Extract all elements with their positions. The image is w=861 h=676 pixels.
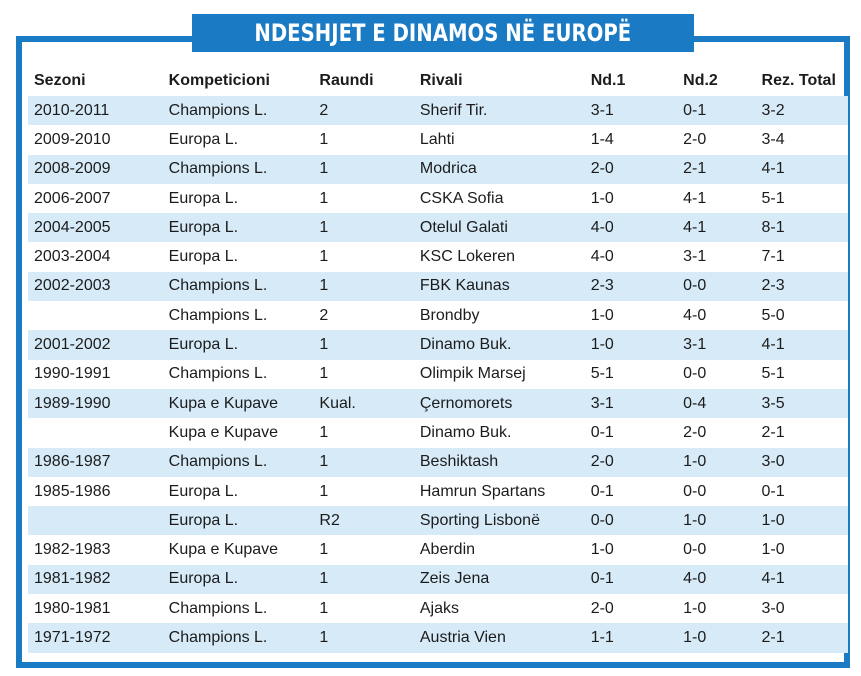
header-total: Rez. Total (761, 72, 836, 89)
cell-leg2: 1-0 (677, 623, 755, 652)
cell-total: 4-1 (756, 330, 848, 359)
table-row (28, 242, 848, 271)
cell-rival: Dinamo Buk. (414, 418, 585, 447)
table-row (28, 623, 848, 652)
cell-rival: Sporting Lisbonë (414, 506, 585, 535)
table-body (28, 96, 848, 653)
cell-rival: CSKA Sofia (414, 184, 585, 213)
cell-total: 0-1 (756, 477, 848, 506)
cell-season: 1971-1972 (28, 623, 163, 652)
cell-rival: Hamrun Spartans (414, 477, 585, 506)
cell-total: 3-0 (756, 448, 848, 477)
cell-leg2: 1-0 (677, 506, 755, 535)
cell-leg2: 0-0 (677, 272, 755, 301)
cell-competition: Champions L. (163, 272, 314, 301)
cell-competition: Europa L. (163, 565, 314, 594)
cell-leg1: 1-4 (585, 125, 677, 154)
cell-round: 1 (313, 623, 413, 652)
cell-leg1: 0-1 (585, 565, 677, 594)
cell-total: 8-1 (756, 213, 848, 242)
cell-leg1: 4-0 (585, 213, 677, 242)
cell-season (28, 506, 163, 535)
cell-competition: Champions L. (163, 96, 314, 125)
cell-total: 2-1 (756, 623, 848, 652)
cell-total: 1-0 (756, 535, 848, 564)
cell-round: 1 (313, 242, 413, 271)
cell-leg2: 0-0 (677, 360, 755, 389)
cell-round: R2 (313, 506, 413, 535)
table-row (28, 477, 848, 506)
cell-leg1: 5-1 (585, 360, 677, 389)
cell-round: 1 (313, 184, 413, 213)
cell-season: 1989-1990 (28, 389, 163, 418)
cell-total: 3-0 (756, 594, 848, 623)
header-leg2: Nd.2 (683, 72, 718, 89)
cell-round: Kual. (313, 389, 413, 418)
table-row (28, 448, 848, 477)
cell-season: 2010-2011 (28, 96, 163, 125)
cell-round: 1 (313, 125, 413, 154)
cell-leg1: 2-0 (585, 155, 677, 184)
cell-leg2: 0-1 (677, 96, 755, 125)
cell-leg1: 2-3 (585, 272, 677, 301)
cell-rival: Zeis Jena (414, 565, 585, 594)
cell-season: 1986-1987 (28, 448, 163, 477)
cell-season: 2002-2003 (28, 272, 163, 301)
header-row (28, 66, 848, 96)
cell-round: 1 (313, 565, 413, 594)
cell-total: 7-1 (756, 242, 848, 271)
title-banner (192, 14, 694, 52)
table-row (28, 184, 848, 213)
cell-rival: FBK Kaunas (414, 272, 585, 301)
header-competition: Kompeticioni (168, 72, 270, 89)
cell-leg2: 2-0 (677, 418, 755, 447)
table-row (28, 535, 848, 564)
cell-competition: Kupa e Kupave (163, 418, 314, 447)
cell-round: 1 (313, 213, 413, 242)
page-title: NDESHJET E DINAMOS NË EUROPË (254, 19, 632, 47)
cell-leg1: 0-1 (585, 477, 677, 506)
cell-rival: KSC Lokeren (414, 242, 585, 271)
table-row (28, 360, 848, 389)
cell-round: 1 (313, 272, 413, 301)
table-row (28, 565, 848, 594)
cell-total: 2-1 (756, 418, 848, 447)
cell-season: 2004-2005 (28, 213, 163, 242)
cell-round: 1 (313, 535, 413, 564)
cell-total: 3-4 (756, 125, 848, 154)
table-row (28, 155, 848, 184)
cell-round: 1 (313, 360, 413, 389)
cell-competition: Europa L. (163, 184, 314, 213)
cell-round: 2 (313, 96, 413, 125)
cell-leg2: 1-0 (677, 594, 755, 623)
cell-leg2: 4-1 (677, 184, 755, 213)
cell-rival: Ajaks (414, 594, 585, 623)
table-row (28, 301, 848, 330)
cell-season: 1985-1986 (28, 477, 163, 506)
matches-table (28, 66, 848, 653)
table-row (28, 96, 848, 125)
cell-competition: Champions L. (163, 155, 314, 184)
cell-competition: Europa L. (163, 477, 314, 506)
header-round: Raundi (319, 72, 374, 89)
cell-total: 5-1 (756, 360, 848, 389)
table-row (28, 213, 848, 242)
cell-leg1: 4-0 (585, 242, 677, 271)
cell-total: 5-0 (756, 301, 848, 330)
table-row (28, 272, 848, 301)
cell-season: 1990-1991 (28, 360, 163, 389)
cell-season: 2006-2007 (28, 184, 163, 213)
cell-round: 1 (313, 594, 413, 623)
cell-total: 2-3 (756, 272, 848, 301)
cell-competition: Champions L. (163, 301, 314, 330)
table-row (28, 506, 848, 535)
cell-rival: Olimpik Marsej (414, 360, 585, 389)
cell-rival: Brondby (414, 301, 585, 330)
cell-season: 2003-2004 (28, 242, 163, 271)
cell-season: 2009-2010 (28, 125, 163, 154)
cell-leg1: 1-0 (585, 330, 677, 359)
cell-competition: Europa L. (163, 213, 314, 242)
cell-leg1: 1-0 (585, 184, 677, 213)
cell-rival: Modrica (414, 155, 585, 184)
cell-competition: Europa L. (163, 330, 314, 359)
cell-leg1: 1-1 (585, 623, 677, 652)
cell-leg2: 2-0 (677, 125, 755, 154)
cell-rival: Aberdin (414, 535, 585, 564)
cell-leg2: 4-1 (677, 213, 755, 242)
cell-leg1: 1-0 (585, 301, 677, 330)
cell-season: 2008-2009 (28, 155, 163, 184)
cell-season: 1982-1983 (28, 535, 163, 564)
cell-competition: Europa L. (163, 242, 314, 271)
cell-leg1: 3-1 (585, 96, 677, 125)
cell-competition: Europa L. (163, 506, 314, 535)
cell-season (28, 301, 163, 330)
cell-season: 2001-2002 (28, 330, 163, 359)
header-rival: Rivali (419, 72, 463, 89)
cell-season (28, 418, 163, 447)
cell-round: 2 (313, 301, 413, 330)
cell-leg2: 4-0 (677, 565, 755, 594)
cell-leg1: 2-0 (585, 448, 677, 477)
table-row (28, 418, 848, 447)
cell-rival: Sherif Tir. (414, 96, 585, 125)
cell-leg1: 1-0 (585, 535, 677, 564)
cell-rival: Beshiktash (414, 448, 585, 477)
cell-total: 5-1 (756, 184, 848, 213)
cell-round: 1 (313, 418, 413, 447)
cell-rival: Dinamo Buk. (414, 330, 585, 359)
cell-leg1: 0-0 (585, 506, 677, 535)
cell-total: 3-2 (756, 96, 848, 125)
cell-leg2: 2-1 (677, 155, 755, 184)
cell-competition: Europa L. (163, 125, 314, 154)
cell-leg1: 0-1 (585, 418, 677, 447)
cell-leg2: 4-0 (677, 301, 755, 330)
cell-total: 1-0 (756, 506, 848, 535)
cell-competition: Champions L. (163, 623, 314, 652)
cell-rival: Austria Vien (414, 623, 585, 652)
cell-competition: Champions L. (163, 360, 314, 389)
header-season: Sezoni (34, 72, 86, 89)
header-leg1: Nd.1 (590, 72, 626, 89)
cell-leg2: 1-0 (677, 448, 755, 477)
cell-competition: Champions L. (163, 594, 314, 623)
cell-total: 3-5 (756, 389, 848, 418)
cell-leg2: 0-0 (677, 477, 755, 506)
table-row (28, 594, 848, 623)
table-row (28, 330, 848, 359)
cell-rival: Otelul Galati (414, 213, 585, 242)
cell-competition: Champions L. (163, 448, 314, 477)
cell-leg2: 3-1 (677, 242, 755, 271)
table-row (28, 389, 848, 418)
cell-season: 1980-1981 (28, 594, 163, 623)
cell-rival: Çernomorets (414, 389, 585, 418)
cell-leg1: 2-0 (585, 594, 677, 623)
cell-leg2: 3-1 (677, 330, 755, 359)
cell-leg2: 0-0 (677, 535, 755, 564)
cell-competition: Kupa e Kupave (163, 389, 314, 418)
cell-leg1: 3-1 (585, 389, 677, 418)
table-row (28, 125, 848, 154)
cell-round: 1 (313, 448, 413, 477)
cell-round: 1 (313, 155, 413, 184)
cell-competition: Kupa e Kupave (163, 535, 314, 564)
cell-season: 1981-1982 (28, 565, 163, 594)
cell-total: 4-1 (756, 155, 848, 184)
cell-total: 4-1 (756, 565, 848, 594)
cell-round: 1 (313, 477, 413, 506)
cell-round: 1 (313, 330, 413, 359)
cell-leg2: 0-4 (677, 389, 755, 418)
cell-rival: Lahti (414, 125, 585, 154)
